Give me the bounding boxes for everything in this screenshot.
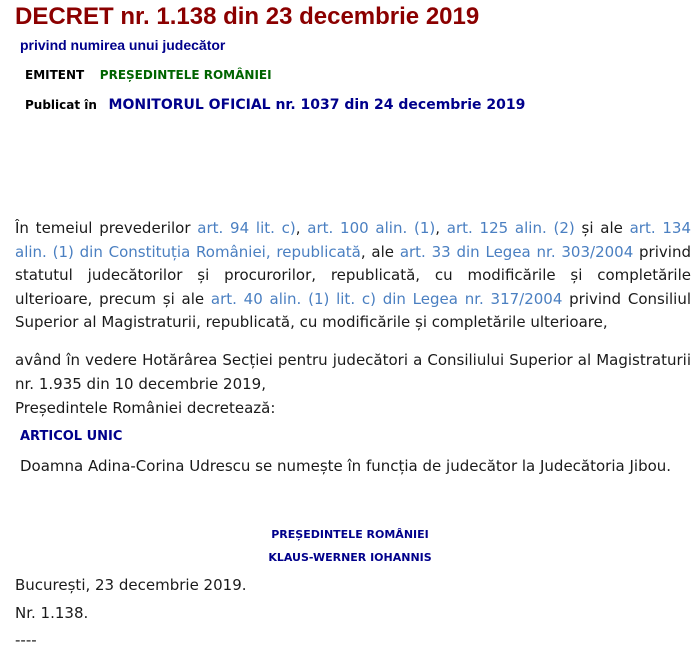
link-art-40-law-317-2004[interactable]: art. 40 alin. (1) lit. c) din Legea nr. 317/2004: [210, 289, 563, 308]
separator: ----: [15, 631, 37, 649]
preamble-text: , ale: [360, 242, 400, 261]
decree-line: Președintele României decretează:: [15, 399, 276, 417]
preamble-text: ,: [295, 219, 308, 237]
publication-value: MONITORUL OFICIAL nr. 1037 din 24 decembrie 2019: [108, 97, 526, 113]
preamble-text: ,: [435, 219, 447, 237]
link-art-94[interactable]: art. 94 lit. c): [197, 219, 296, 237]
signatory-name: KLAUS-WERNER IOHANNIS: [268, 551, 432, 564]
emitent-value: PREȘEDINTELE ROMÂNIEI: [99, 68, 272, 82]
place-date: București, 23 decembrie 2019.: [15, 576, 247, 594]
preamble-text: privind Consiliul Superior al Magistraturii, republicată, cu modificările și completările ulterioare,: [15, 289, 691, 331]
signatory-role: PREȘEDINTELE ROMÂNIEI: [271, 528, 429, 541]
preamble-paragraph: [15, 217, 691, 335]
emitent-label: EMITENT: [25, 68, 85, 82]
publication-label: Publicat în: [25, 98, 97, 112]
decree-title: DECRET nr. 1.138 din 23 decembrie 2019: [15, 3, 480, 30]
publication-row: [25, 94, 525, 113]
considering-paragraph: având în vedere Hotărârea Secției pentru judecători a Consiliului Superior al Magistraturii nr. 1.935 din 10 decembrie 2019,: [15, 351, 691, 393]
link-art-125[interactable]: art. 125 alin. (2): [446, 219, 575, 237]
preamble-text: privind statutul judecătorilor și procurorilor, republicată, cu modificările și completările ulterioare, precum și ale: [15, 242, 691, 308]
link-art-100[interactable]: art. 100 alin. (1): [307, 219, 436, 237]
preamble-text: În temeiul prevederilor: [15, 219, 198, 237]
emitent-row: [25, 64, 272, 83]
decree-number: Nr. 1.138.: [15, 604, 89, 622]
article-text: Doamna Adina-Corina Udrescu se numește în funcția de judecător la Judecătoria Jibou.: [20, 457, 672, 475]
decree-subtitle: privind numirea unui judecător: [20, 37, 226, 53]
article-heading: ARTICOL UNIC: [20, 429, 123, 444]
link-art-33-law-303-2004[interactable]: art. 33 din Legea nr. 303/2004: [399, 242, 634, 261]
link-art-134-constitution[interactable]: art. 134 alin. (1) din Constituția României, republicată: [15, 219, 691, 261]
preamble-text: și ale: [574, 219, 630, 237]
